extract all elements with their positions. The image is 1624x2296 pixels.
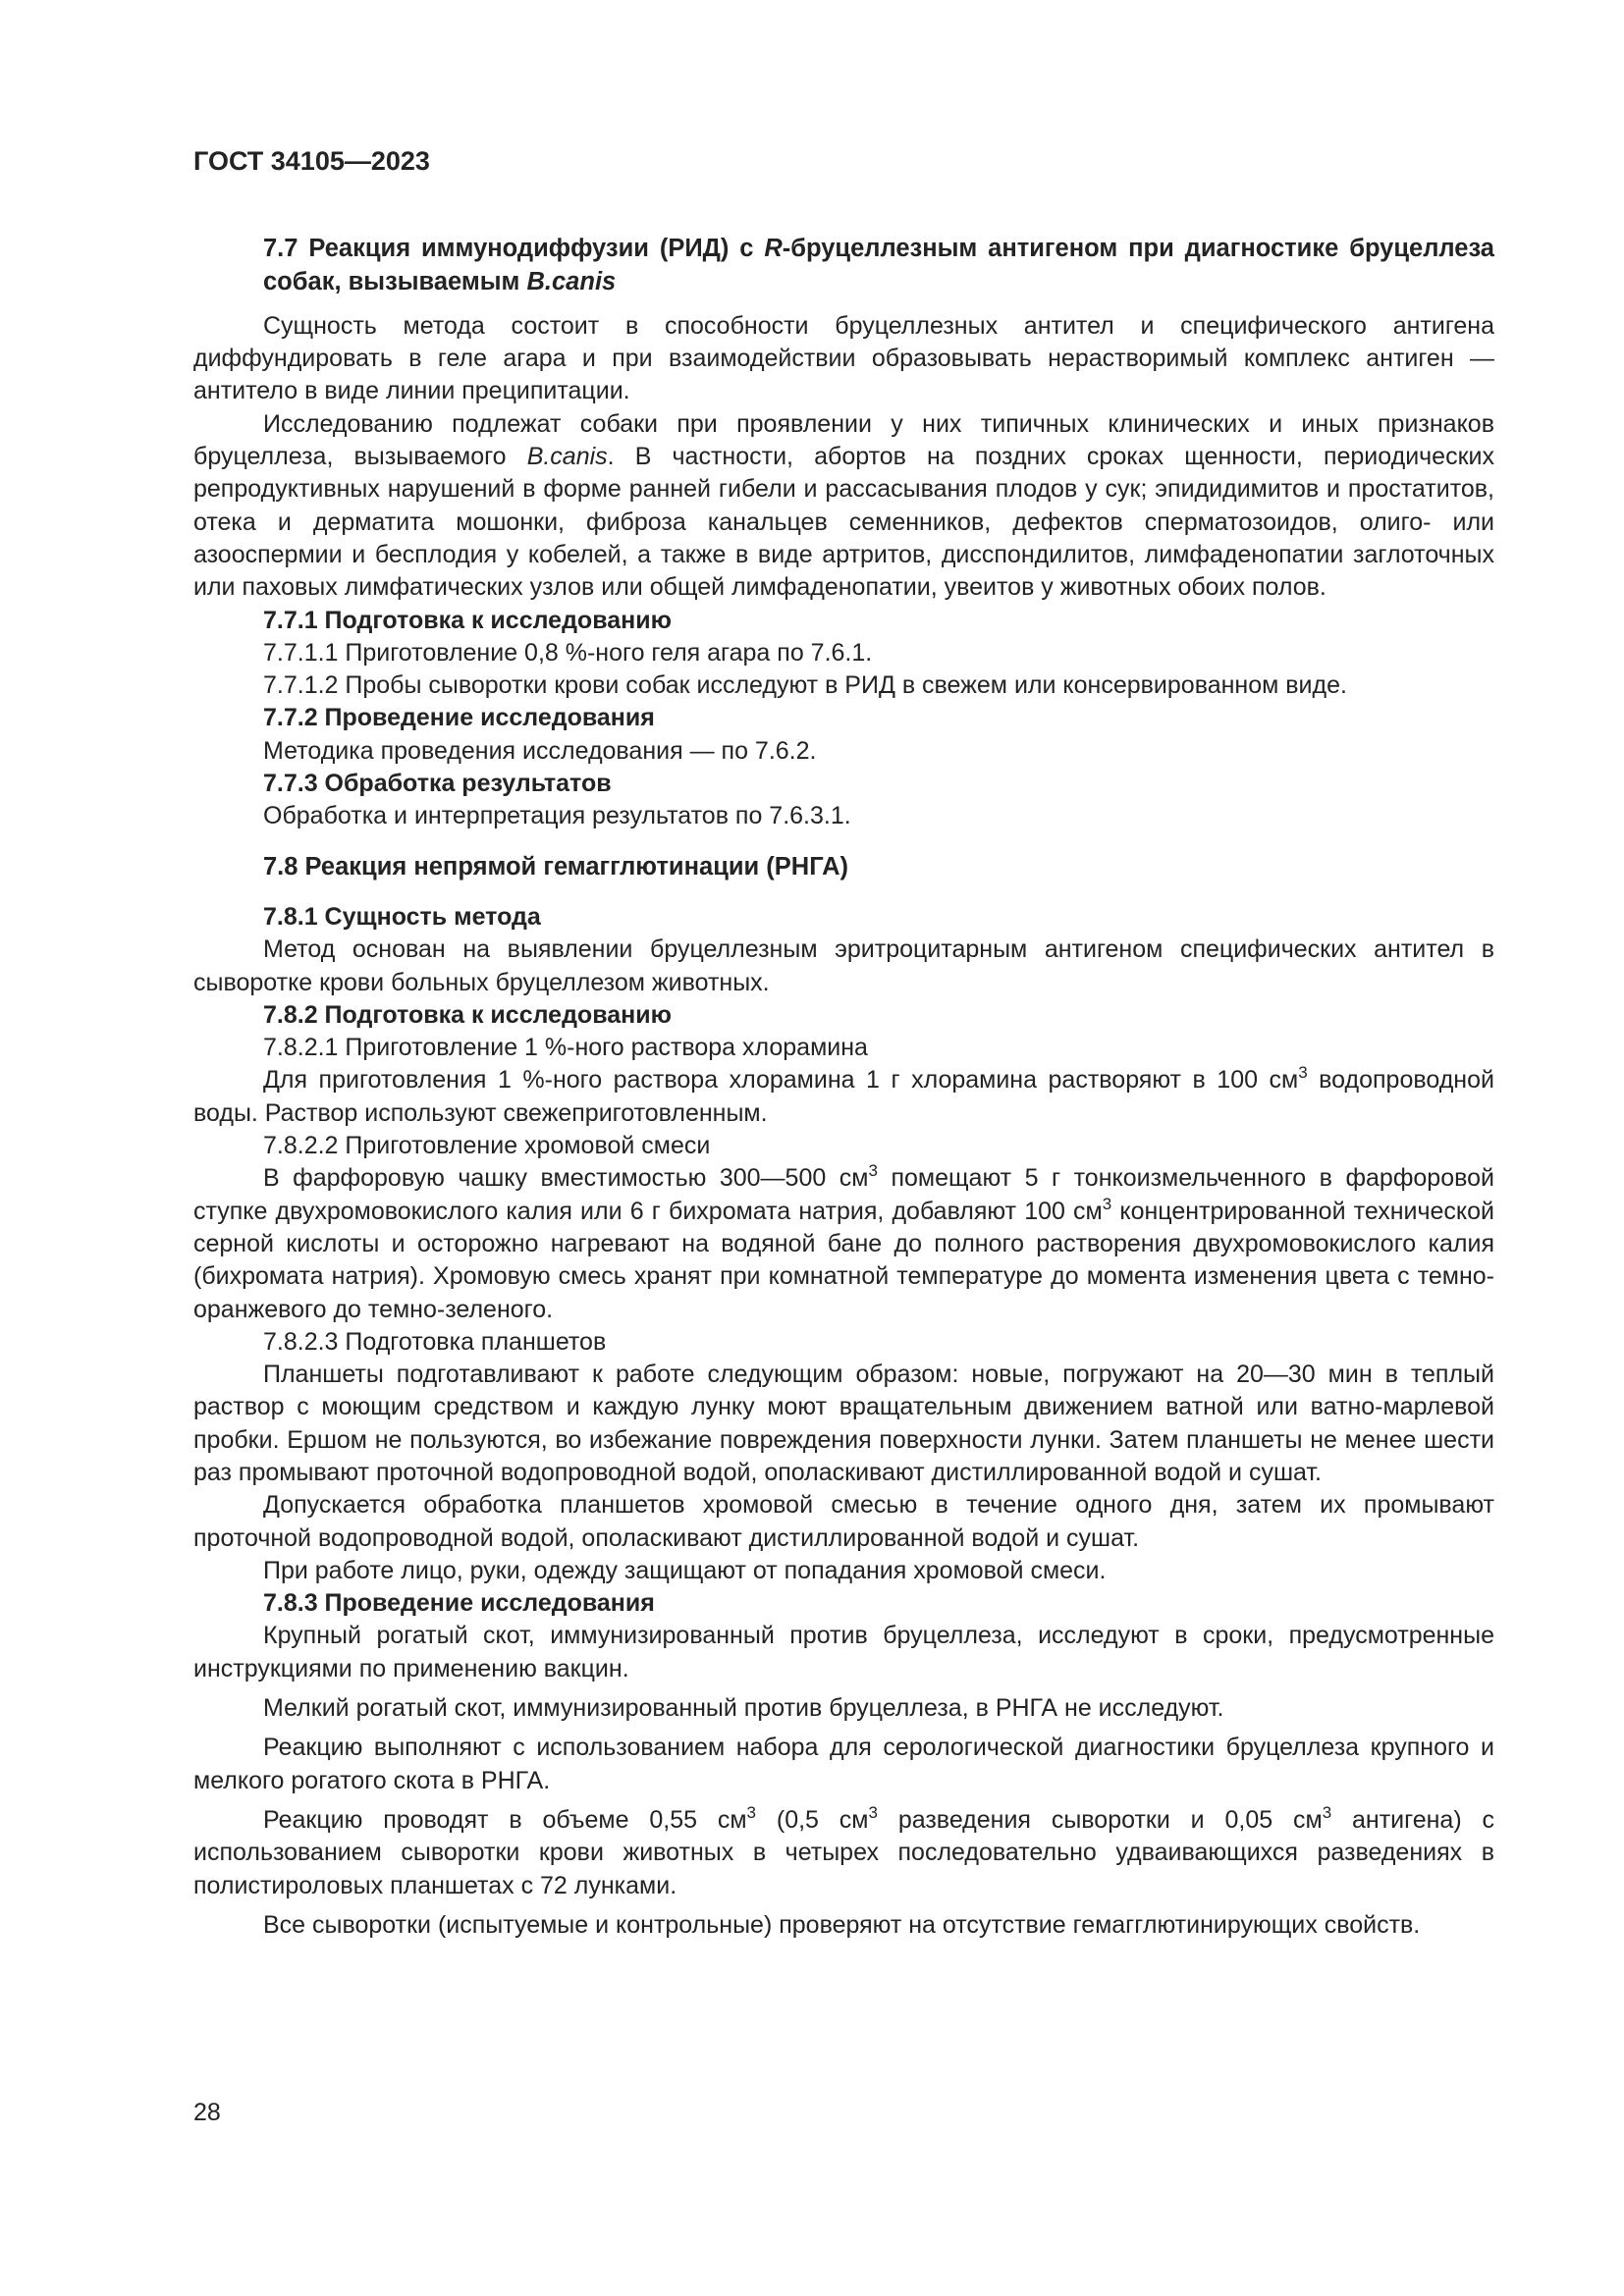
section-7-8-title: 7.8 Реакция непрямой гемагглютинации (РНГА) xyxy=(263,852,848,881)
section-7-7-title: 7.7 Реакция иммунодиффузии (РИД) с R-бруцеллезным антигеном при диагностике бруцеллеза собак, вызываемым B.canis xyxy=(263,235,1494,295)
page-number: 28 xyxy=(193,2099,221,2126)
paragraph: 7.8.2.2 Приготовление хромовой смеси xyxy=(263,1132,711,1160)
paragraph: Крупный рогатый скот, иммунизированный против бруцеллеза, исследуют в сроки, предусмотренные инструкциями по применению вакцин. xyxy=(193,1622,1494,1682)
subsection-heading: 7.7.3 Обработка результатов xyxy=(263,770,612,798)
paragraph: В фарфоровую чашку вместимостью 300—500 $см^3$ помещают 5 г тонкоизмельченного в фарфоровой ступке двухромовокислого калия или 6 г бихромата натрия, добавляют 100 $см^3$ концентрированной технической серной кислоты и осторожно нагревают на водяной бане до полного растворения двухромовокислого калия (бихромата натрия). Хромовую смесь хранят при комнатной температуре до момента изменения цвета с темно-оранжевого до темно-зеленого. xyxy=(193,1161,1494,1323)
subsection-heading: 7.8.3 Проведение исследования xyxy=(263,1589,655,1618)
document-page xyxy=(193,137,1494,1942)
paragraph: Планшеты подготавливают к работе следующим образом: новые, погружают на 20—30 мин в теплый раствор с моющим средством и каждую лунку моют вращательным движением ватной или ватно-марлевой пробки. Ершом не пользуются, во избежание повреждения поверхности лунки. Затем планшеты не менее шести раз промывают проточной водопроводной водой, ополаскивают дистиллированной водой и сушат. xyxy=(193,1361,1494,1486)
paragraph: Реакцию проводят в объеме 0,55 $см^3$ (0,5 $см^3$ разведения сыворотки и 0,05 $см^3$ антигена) с использованием сыворотки крови животных в четырех последовательно удваивающихся разведениях в полистироловых планшетах с 72 лунками. xyxy=(193,1802,1494,1899)
subsection-heading: 7.7.1 Подготовка к исследованию xyxy=(263,606,672,634)
subsection-heading: 7.8.1 Сущность метода xyxy=(263,902,541,931)
subsection-heading: 7.8.2 Подготовка к исследованию xyxy=(263,1000,672,1029)
paragraph: Исследованию подлежат собаки при проявлении у них типичных клинических и иных признаков бруцеллеза, вызываемого B.canis. В частности, абортов на поздних сроках щенности, периодических репродуктивных нарушений в форме ранней гибели и рассасывания плодов у сук; эпидидимитов и простатитов, отека и дерматита мошонки, фиброза канальцев семенников, дефектов сперматозоидов, олиго- или азооспермии и бесплодия у кобелей, а также в виде артритов, дисспондилитов, лимфаденопатии заглоточных или паховых лимфатических узлов или общей лимфаденопатии, увеитов у животных обоих полов. xyxy=(193,409,1494,602)
paragraph: Сущность метода состоит в способности бруцеллезных антител и специфического антигена диффундировать в геле агара и при взаимодействии образовывать нерастворимый комплекс антиген — антитело в виде линии преципитации. xyxy=(193,311,1494,405)
paragraph: Обработка и интерпретация результатов по 7.6.3.1. xyxy=(263,802,851,830)
paragraph: 7.7.1.1 Приготовление 0,8 %-ного геля агара по 7.6.1. xyxy=(263,638,873,667)
paragraph: 7.8.2.1 Приготовление 1 %-ного раствора хлорамина xyxy=(263,1034,868,1062)
subsection-heading: 7.7.2 Проведение исследования xyxy=(263,704,655,732)
doc-header: ГОСТ 34105—2023 xyxy=(193,146,430,176)
paragraph: Мелкий рогатый скот, иммунизированный против бруцеллеза, в РНГА не исследуют. xyxy=(263,1694,1224,1723)
paragraph: Методика проведения исследования — по 7.6.2. xyxy=(263,736,817,765)
paragraph: Для приготовления 1 %-ного раствора хлорамина 1 г хлорамина растворяют в 100 $см^3$ водопроводной воды. Раствор используют свежеприготовленным. xyxy=(193,1063,1494,1127)
paragraph: Метод основан на выявлении бруцеллезным эритроцитарным антигеном специфических антител в сыворотке крови больных бруцеллезом животных. xyxy=(193,935,1494,996)
paragraph: 7.8.2.3 Подготовка планшетов xyxy=(263,1327,607,1356)
paragraph: Реакцию выполняют с использованием набора для серологической диагностики бруцеллеза крупного и мелкого рогатого скота в РНГА. xyxy=(193,1734,1494,1794)
paragraph: 7.7.1.2 Пробы сыворотки крови собак исследуют в РИД в свежем или консервированном виде. xyxy=(263,671,1347,700)
paragraph: При работе лицо, руки, одежду защищают от попадания хромовой смеси. xyxy=(263,1556,1107,1584)
paragraph: Все сыворотки (испытуемые и контрольные) проверяют на отсутствие гемагглютинирующих свойств. xyxy=(263,1910,1421,1939)
paragraph: Допускается обработка планшетов хромовой смесью в течение одного дня, затем их промывают проточной водопроводной водой, ополаскивают дистиллированной водой и сушат. xyxy=(193,1491,1494,1552)
